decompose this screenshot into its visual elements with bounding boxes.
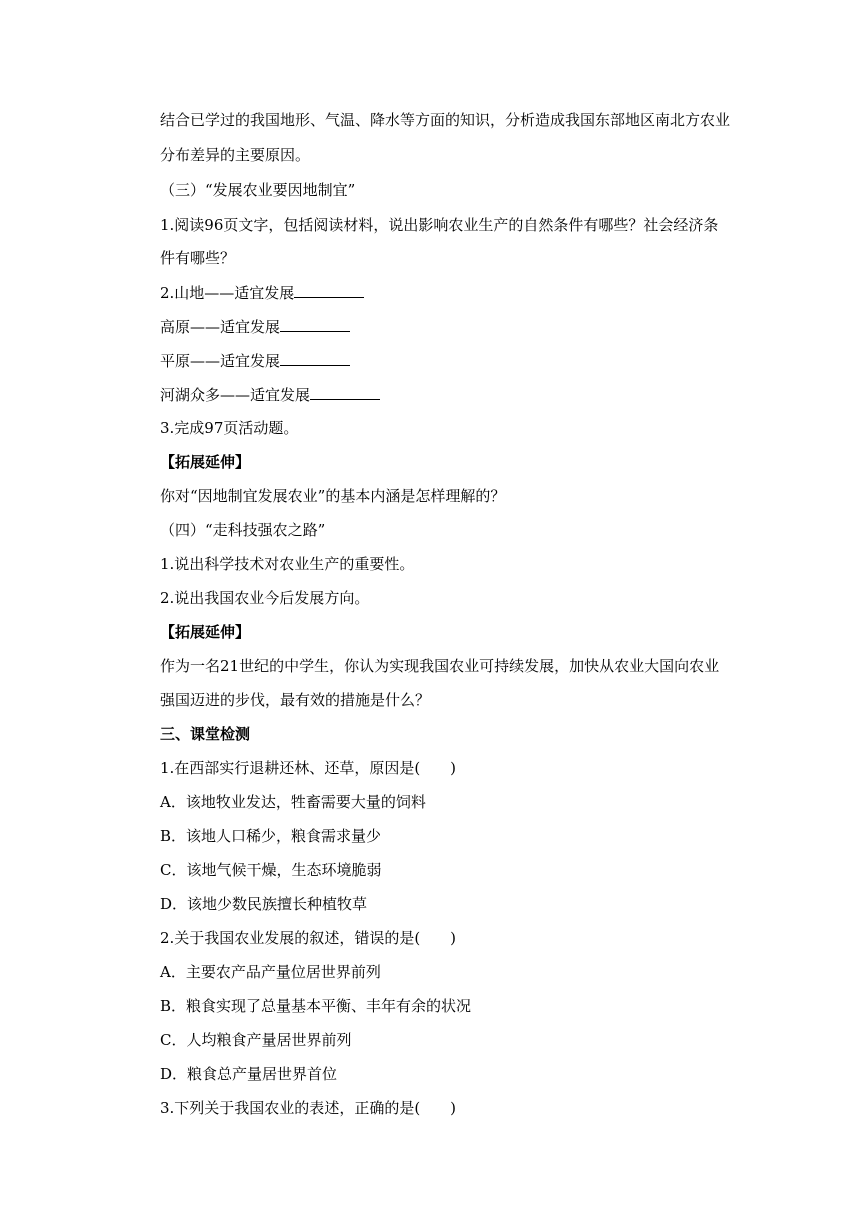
question-stem: 2.关于我国农业发展的叙述，错误的是( ) xyxy=(160,929,457,947)
answer-blank xyxy=(280,316,350,332)
answer-option: C．人均粮食产量居世界前列 xyxy=(160,1031,352,1049)
section-heading: 三、课堂检测 xyxy=(160,725,251,743)
question-stem: 1.在西部实行退耕还林、还草，原因是( ) xyxy=(160,759,457,777)
answer-option: D．该地少数民族擅长种植牧草 xyxy=(160,895,368,913)
question-line: 1.阅读96页文字，包括阅读材料，说出影响农业生产的自然条件有哪些？社会经济条 xyxy=(160,216,719,234)
paragraph-line: 强国迈进的步伐，最有效的措施是什么？ xyxy=(160,691,431,709)
answer-option: B．该地人口稀少，粮食需求量少 xyxy=(160,827,382,845)
section-heading: （三）“发展农业要因地制宜” xyxy=(160,181,356,199)
fill-blank-label: 高原——适宜发展 xyxy=(160,318,281,336)
fill-blank-line xyxy=(160,350,350,371)
answer-option: A．该地牧业发达，牲畜需要大量的饲料 xyxy=(160,793,426,811)
section-heading: （四）“走科技强农之路” xyxy=(160,521,326,539)
answer-option: D．粮食总产量居世界首位 xyxy=(160,1065,338,1083)
paragraph-line: 作为一名21世纪的中学生，你认为实现我国农业可持续发展，加快从农业大国向农业 xyxy=(160,657,720,675)
answer-blank xyxy=(294,282,364,298)
answer-blank xyxy=(280,350,350,366)
answer-blank xyxy=(310,384,380,400)
extension-heading: 【拓展延伸】 xyxy=(160,623,251,641)
answer-option: A．主要农产品产量位居世界前列 xyxy=(160,963,381,981)
fill-blank-label: 平原——适宜发展 xyxy=(160,352,281,370)
question-line: 件有哪些？ xyxy=(160,249,236,267)
question-line: 3.完成97页活动题。 xyxy=(160,419,299,437)
fill-blank-label: 2.山地——适宜发展 xyxy=(160,284,295,302)
question-line: 1.说出科学技术对农业生产的重要性。 xyxy=(160,555,415,573)
question-line: 2.说出我国农业今后发展方向。 xyxy=(160,589,370,607)
answer-option: B．粮食实现了总量基本平衡、丰年有余的状况 xyxy=(160,997,472,1015)
question-line: 你对“因地制宜发展农业”的基本内涵是怎样理解的？ xyxy=(160,487,506,505)
paragraph-line: 分布差异的主要原因。 xyxy=(160,146,311,164)
question-stem: 3.下列关于我国农业的表述，正确的是( ) xyxy=(160,1099,457,1117)
extension-heading: 【拓展延伸】 xyxy=(160,453,251,471)
fill-blank-line xyxy=(160,316,350,337)
paragraph-line: 结合已学过的我国地形、气温、降水等方面的知识，分析造成我国东部地区南北方农业 xyxy=(160,111,731,129)
fill-blank-label: 河湖众多——适宜发展 xyxy=(160,386,311,404)
answer-option: C．该地气候干燥，生态环境脆弱 xyxy=(160,861,382,879)
fill-blank-line xyxy=(160,282,364,303)
fill-blank-line xyxy=(160,384,380,405)
